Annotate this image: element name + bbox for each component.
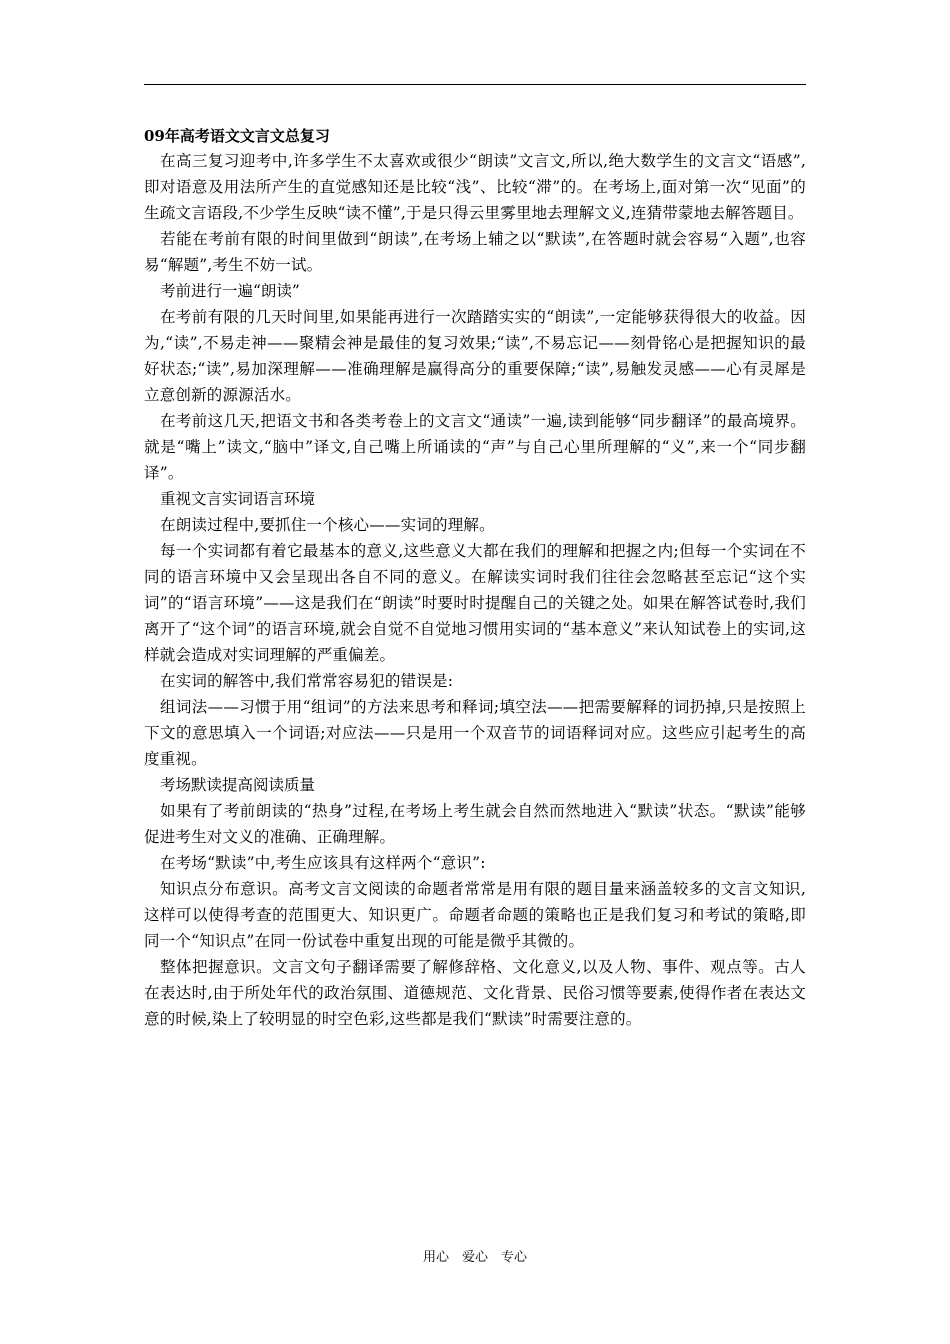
document-title: 09年高考语文文言文总复习: [144, 127, 330, 145]
paragraph: 如果有了考前朗读的“热身”过程,在考场上考生就会自然而然地进入“默读”状态。“默读”能够促进考生对文义的准确、正确理解。: [144, 802, 806, 846]
document-body: [144, 128, 806, 1032]
paragraph: 在考前这几天,把语文书和各类考卷上的文言文“通读”一遍,读到能够“同步翻译”的最高境界。就是“嘴上”读文,“脑中”译文,自己嘴上所诵读的“声”与自己心里所理解的“义”,来一个“同步翻译”。: [144, 412, 806, 482]
paragraph: 在实词的解答中,我们常常容易犯的错误是:: [160, 672, 454, 690]
paragraph: 在高三复习迎考中,许多学生不太喜欢或很少“朗读”文言文,所以,绝大数学生的文言文“语感”,即对语意及用法所产生的直觉感知还是比较“浅”、比较“滞”的。在考场上,面对第一次“见面”的生疏文言语段,不少学生反映“读不懂”,于是只得云里雾里地去理解文义,连猜带蒙地去解答题目。: [144, 152, 806, 222]
section-heading: 重视文言实词语言环境: [160, 490, 316, 508]
paragraph: 每一个实词都有着它最基本的意义,这些意义大都在我们的理解和把握之内;但每一个实词在不同的语言环境中又会呈现出各自不同的意义。在解读实词时我们往往会忽略甚至忘记“这个实词”的“语言环境”——这是我们在“朗读”时要时时提醒自己的关键之处。如果在解答试卷时,我们离开了“这个词”的语言环境,就会自觉不自觉地习惯用实词的“基本意义”来认知试卷上的实词,这样就会造成对实词理解的严重偏差。: [144, 542, 806, 664]
paragraph: 在朗读过程中,要抓住一个核心——实词的理解。: [160, 516, 495, 534]
paragraph: 整体把握意识。文言文句子翻译需要了解修辞格、文化意义,以及人物、事件、观点等。古人在表达时,由于所处年代的政治氛围、道德规范、文化背景、民俗习惯等要素,使得作者在表达文意的时候,染上了较明显的时空色彩,这些都是我们“默读”时需要注意的。: [144, 958, 806, 1028]
section-heading: 考场默读提高阅读质量: [160, 776, 316, 794]
section-heading: 考前进行一遍“朗读”: [160, 282, 300, 300]
page-footer: 用心 爱心 专心: [422, 1250, 527, 1265]
paragraph: 组词法——习惯于用“组词”的方法来思考和释词;填空法——把需要解释的词扔掉,只是按照上下文的意思填入一个词语;对应法——只是用一个双音节的词语释词对应。这些应引起考生的高度重视。: [144, 698, 806, 768]
paragraph: 在考场“默读”中,考生应该具有这样两个“意识”:: [160, 854, 486, 872]
paragraph: 知识点分布意识。高考文言文阅读的命题者常常是用有限的题目量来涵盖较多的文言文知识,这样可以使得考查的范围更大、知识更广。命题者命题的策略也正是我们复习和考试的策略,即同一个“知识点”在同一份试卷中重复出现的可能是微乎其微的。: [144, 880, 806, 950]
header-rule: [144, 84, 806, 85]
paragraph: 若能在考前有限的时间里做到“朗读”,在考场上辅之以“默读”,在答题时就会容易“入题”,也容易“解题”,考生不妨一试。: [144, 230, 806, 274]
paragraph: 在考前有限的几天时间里,如果能再进行一次踏踏实实的“朗读”,一定能够获得很大的收益。因为,“读”,不易走神——聚精会神是最佳的复习效果;“读”,不易忘记——刻骨铭心是把握知识的最好状态;“读”,易加深理解——准确理解是赢得高分的重要保障;“读”,易触发灵感——心有灵犀是立意创新的源源活水。: [144, 308, 806, 404]
